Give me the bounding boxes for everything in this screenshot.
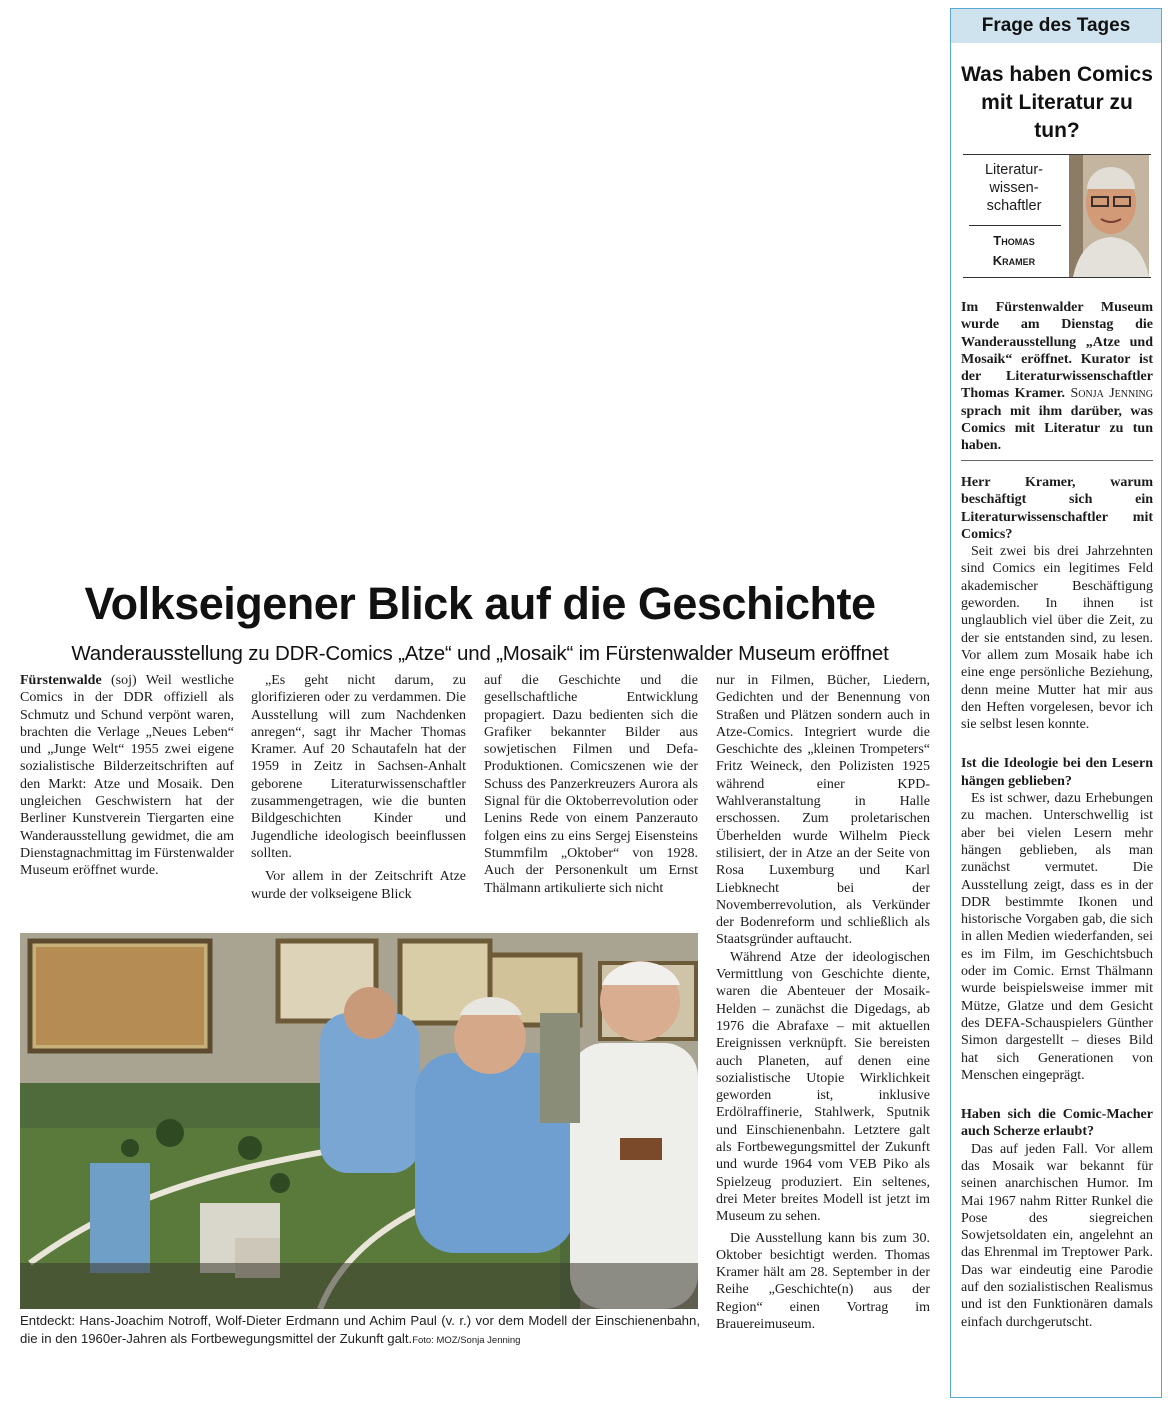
intro-rule	[961, 460, 1153, 461]
article-subheadline: Wanderausstellung zu DDR-Comics „Atze“ und „Mosaik“ im Fürstenwalder Museum eröffnet	[71, 642, 889, 665]
name-last: Kramer	[992, 253, 1036, 268]
question-2: Ist die Ideologie bei den Lesern hängen geblieben?	[961, 756, 1153, 789]
role-divider	[969, 225, 1061, 226]
question-1: Herr Kramer, warum beschäftigt sich ein Literaturwissenschaftler mit Comics?	[961, 475, 1153, 542]
photo-credit: Foto: MOZ/Sonja Jenning	[412, 1334, 521, 1346]
role-line-1: Literatur-	[984, 162, 1044, 178]
interviewee-portrait	[1069, 155, 1149, 277]
intro-part-a: Im Fürstenwalder Museum wurde am Dienstag die Wanderausstellung „Atze und Mosaik“ eröffnet. Kurator ist der Literaturwissenschaftler Thomas Kramer.	[961, 300, 1153, 402]
dateline: Fürstenwalde	[20, 673, 102, 688]
photo-illustration	[20, 933, 698, 1309]
article-photo	[20, 933, 698, 1309]
article-paragraph-1: (soj) Weil westliche Comics in der DDR offiziell als Schmutz und Schund verpönt waren, brachten die Verlage „Neues Leben“ und „Junge Welt“ 1955 zwei eigene sozialistische Bilderzeitschriften auf den Markt: Atze und Mosaik. Den ungleichen Geschwistern hat der Berliner Kunstverein Tiergarten eine Wanderausstellung gewidmet, die am Dienstagnachmittag im Fürstenwalder Museum eröffnet wurde.	[20, 673, 234, 879]
article-column-3	[484, 672, 698, 897]
article-paragraph-3-part-b: auf die Geschichte und die gesellschaftliche Entwicklung propagiert. Dazu bedienten sich die Grafiker bekannter Bilder aus sowjetischen Filmen und Defa-Produktionen. Comicszenen wie der Schuss des Panzerkreuzers Aurora als Signal für die Oktoberrevolution oder Lenins Rede von einem Panzerauto folgen eins zu eins Sergej Eisensteins Stummfilm „Oktober“ von 1928. Auch der Personenkult um Ernst Thälmann artikulierte sich nicht	[484, 673, 698, 896]
question-of-the-day-box	[950, 8, 1162, 1398]
interview-intro	[961, 299, 1153, 455]
answer-2: Es ist schwer, dazu Erhebungen zu machen. Unterschwellig ist aber bei vielen Lesern mehr hängen geblieben, als man zunächst vermutet. Die Ausstellung zeigt, dass es in der DDR bestimmte Ikonen und historische Vorgaben gab, die sich in allen Medien wiederfanden, sei es im Film, im Geschichtsbuch oder im Comic. Ernst Thälmann wurde beispielsweise immer mit Mütze, Glatze und dem Gesicht des DEFA-Schauspielers Günther Simon dargestellt – dieses Bild hat sich Generationen von Menschen eingeprägt.	[961, 791, 1153, 1083]
name-first: Thomas	[993, 233, 1035, 248]
article-paragraph-4: Während Atze der ideologischen Vermittlung von Geschichte diente, waren die Abenteuer der Mosaik-Helden – zunächst die Digedags, ab 1976 die Abrafaxe – mit aktuellen Ereignissen verknüpft. Sie bereisten auch Planeten, auf denen eine sozialistische Utopie Wirklichkeit geworden ist, inklusive Erdölraffinerie, Stahlwerk, Sputnik und Einschienenbahn. Letztere galt als Fortbewegungsmittel der Zukunft und wurde 1964 vom VEB Piko als Spielzeug produziert. Ein seltenes, drei Meter breites Modell ist jetzt im Museum zu sehen.	[716, 949, 930, 1225]
intro-part-b: sprach mit ihm darüber, was Comics mit Literatur zu tun haben.	[961, 403, 1153, 454]
intro-author: Sonja Jenning	[1070, 386, 1153, 402]
portrait-image	[1069, 155, 1149, 277]
article-column-4	[716, 672, 930, 1333]
sidebar-header: Frage des Tages	[951, 9, 1161, 43]
caption-text: Entdeckt: Hans-Joachim Notroff, Wolf-Dieter Erdmann und Achim Paul (v. r.) vor dem Modell der Einschienenbahn, die in den 1960er-Jahren als Fortbewegungsmittel der Zukunft galt.	[20, 1313, 700, 1346]
article-paragraph-3	[251, 868, 466, 903]
article-paragraph-3-part-c: nur in Filmen, Bücher, Liedern, Gedichten und der Benennung von Straßen und Plätzen sondern auch in Atze-Comics. Integriert wurde die Geschichte des „kleinen Trompeters“ Fritz Weineck, den Polizisten 1925 während einer KPD-Wahlveranstaltung in Halle erschossen. Zum proletarischen Überhelden wurde Wilhelm Pieck stilisiert, der in Atze an der Seite von Rosa Luxemburg und Karl Liebknecht bei der Novemberrevolution, als Verkünder der Bodenreform und schließlich als Staatsgründer auftaucht.	[716, 673, 930, 948]
interviewee-role	[963, 161, 1065, 215]
interviewee-name	[963, 231, 1065, 271]
article-column-2	[251, 672, 466, 903]
answer-1: Seit zwei bis drei Jahrzehnten sind Comics ein legitimes Feld akademischer Beschäftigung geworden. In ihnen ist unglaublich viel über die Zeit, zu der sie entstanden sind, zu lesen. Vor allem zum Mosaik habe ich eine enge persönliche Beziehung, denn meine Mutter hat mir aus den Heften vorgelesen, bevor ich sie selbst lesen konnte.	[961, 544, 1153, 733]
role-line-3: schaftler	[986, 198, 1042, 214]
answer-3: Das auf jeden Fall. Vor allem das Mosaik war bekannt für seinen anarchischen Humor. Im Mai 1967 nahm Ritter Runkel die Pose des siegreichen Sowjetsoldaten ein, angelehnt an das Ehrenmal im Treptower Park. Das war eindeutig eine Parodie auf den sozialistischen Realismus und ist den Funktionären damals einfach durchgerutscht.	[961, 1141, 1153, 1330]
interview-qa	[961, 474, 1153, 1331]
interviewee-box	[963, 154, 1151, 278]
article-headline: Volkseigener Blick auf die Geschichte	[84, 578, 876, 629]
article-paragraph-2: „Es geht nicht darum, zu glorifizieren oder zu verdammen. Die Ausstellung will zum Nachdenken anregen“, sagt ihr Macher Thomas Kramer. Auf 20 Schautafeln hat der 1959 in Zeitz in Sachsen-Anhalt geborene Literaturwissenschaftler zusammengetragen, wie die bunten Bildgeschichten Kinder und Jugendliche ideologisch beeinflussen sollten.	[251, 673, 466, 861]
article-paragraph-3-part-a: Vor allem in der Zeitschrift Atze wurde der volkseigene Blick	[251, 869, 466, 902]
role-line-2: wissen-	[989, 180, 1039, 196]
sidebar-question: Was haben Comics mit Literatur zu tun?	[961, 63, 1153, 142]
article-paragraph-5: Die Ausstellung kann bis zum 30. Oktober besichtigt werden. Thomas Kramer hält am 28. September in der Reihe „Geschichte(n) aus der Region“ einen Vortrag im Brauereimuseum.	[716, 1230, 930, 1332]
article-column-1	[20, 672, 234, 880]
question-3: Haben sich die Comic-Macher auch Scherze erlaubt?	[961, 1107, 1153, 1140]
photo-caption	[20, 1312, 700, 1349]
blank-area	[0, 0, 940, 575]
